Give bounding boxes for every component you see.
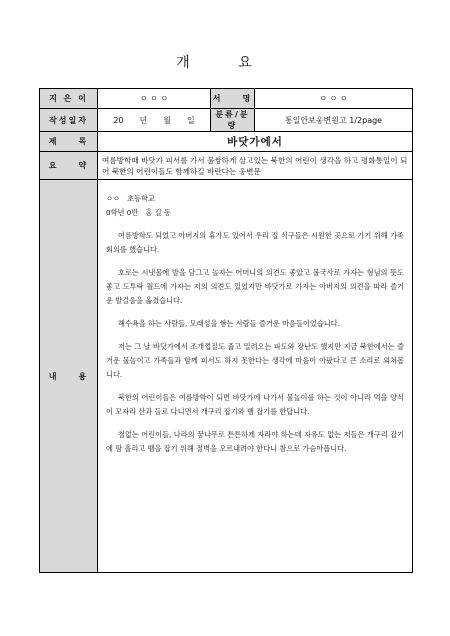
paragraph: 해수욕을 하는 사람들, 모래성을 쌓는 사람들 즐거운 마음들이었습니다. [118, 319, 340, 328]
date-label: 작성일자 [40, 109, 98, 132]
author-value: ㅇ ㅇ ㅇ [98, 89, 211, 109]
content-label: 내 용 [40, 180, 98, 573]
paragraph: 저는 그 날 바닷가에서 조개껍질도 줍고 밀려오는 파도와 장난도 했지만 지금 북한에서는 즐거운 물놀이고 가족들과 함께 피서도 하지 못한다는 생각에 마음이 아팠다고 큰 소리로 외쳐봅니다. [106, 342, 404, 379]
page-title: 개 요 [176, 55, 274, 71]
date-row [40, 109, 413, 132]
paragraph: 북한의 어린이들은 여름방학이 되면 바닷가에 나가서 물놀이를 하는 것이 아니라 먹을 양식이 모자라 산과 들로 다니면서 개구리 잡기와 뱀 잡기를 한답니다. [106, 393, 404, 416]
subject-label: 제 목 [40, 132, 98, 152]
overview-table [39, 88, 413, 573]
summary-row [40, 152, 413, 180]
author-row [40, 89, 413, 109]
category-value: 통일안보웅변원고 1/2page [255, 109, 413, 132]
content-row [40, 180, 413, 573]
category-label: 분류/분량 [211, 109, 255, 132]
author-label: 지 은 이 [40, 89, 98, 109]
summary-value: 여름방학때 바닷가 피서를 가서 불쌍하게 살고있는 북한의 어린이 생각을 하고 평화통일이 되어 북한의 어린이들도 함께하길 바란다는 웅변문 [98, 152, 413, 180]
student-name: 0학년 0반 홍 길 동 [106, 208, 171, 217]
paragraph: 호로는 시냇물에 발을 담그고 놀자는 어머니의 의견도 좋았고 불국사로 가자는 형님의 뜻도 좋고 도투락 월드에 가자는 저의 의견도 있었지만 바닷가로 가자는 아버지의 의견을 따라 즐거운 발걸음을 옮겼습니다. [106, 268, 404, 305]
subject-row [40, 132, 413, 152]
paragraph: 여름방학도 되었고 아버지의 휴가도 있어서 우리 집 식구들은 시원한 곳으로 가기 위해 가족회의를 했습니다. [106, 231, 404, 254]
subject-value: 바닷가에서 [98, 132, 413, 152]
paragraph: 철없는 어린이들, 나라의 꿈나무로 튼튼하게 자라야 하는데 자유도 없는 저들은 개구리 잡기에 땀 흘리고 뱀을 잡기 위해 절벽을 오르내려야 한다니 참으로 가슴아픕니다. [106, 430, 404, 453]
summary-label: 요 약 [40, 152, 98, 180]
signature-label: 서 명 [211, 89, 255, 109]
signature-value: ㅇ ㅇ ㅇ [255, 89, 413, 109]
content-body [98, 180, 413, 573]
date-value: 20 년 월 일 [98, 109, 211, 132]
school-name: ㅇㅇ 초등학교 [106, 194, 155, 203]
